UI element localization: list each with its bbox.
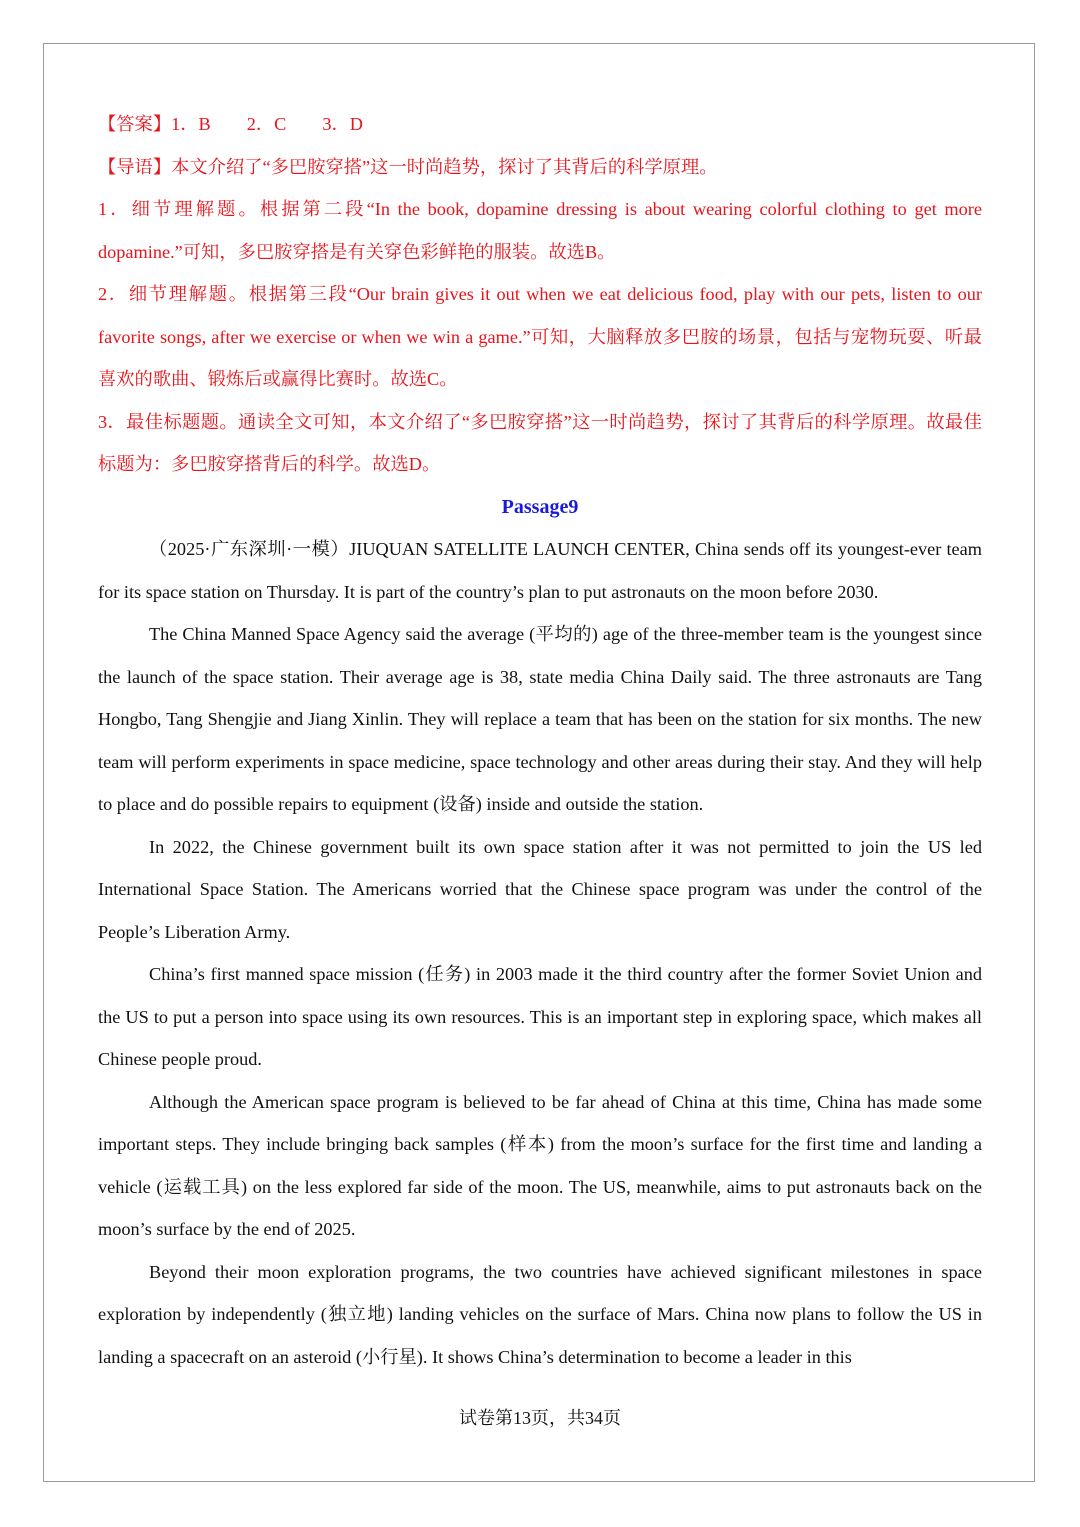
paragraph: The China Manned Space Agency said the average (平均的) age of the three-member team is the youngest since the launch of the space station. Their average age is 38, state media China Daily said. The three astronauts are Tang Hongbo, Tang Shengjie and Jiang Xinlin. They will replace a team that has been on the station for six months. The new team will perform experiments in space medicine, space technology and other areas during their stay. And they will help to place and do possible repairs to equipment (设备) inside and outside the station. — [98, 624, 982, 814]
explanation-2: 2．细节理解题。根据第三段“Our brain gives it out when we eat delicious food, play with our pets, listen to our favorite songs, after we exercise or when we win a game.”可知，大脑释放多巴胺的场景，包括与宠物玩耍、听最喜欢的歌曲、锻炼后或赢得比赛时。故选C。 — [98, 284, 982, 389]
page-footer: 试卷第13页，共34页 — [459, 1408, 621, 1428]
intro-text: 【导语】本文介绍了“多巴胺穿搭”这一时尚趋势，探讨了其背后的科学原理。 — [98, 156, 718, 177]
paragraph: （2025·广东深圳·一模）JIUQUAN SATELLITE LAUNCH CENTER, China sends off its youngest-ever team for its space station on Thursday. It is part of the country’s plan to put astronauts on the moon before 2030. — [98, 539, 982, 602]
passage-title: Passage9 — [501, 495, 579, 518]
answer-label: 【答案】 — [98, 114, 172, 134]
paragraph: Beyond their moon exploration programs, the two countries have achieved significant milestones in space exploration by independently (独立地) landing vehicles on the surface of Mars. China now plans to follow the US in landing a spacecraft on an asteroid (小行星). It shows China’s determination to become a leader in this — [98, 1261, 982, 1367]
paragraph: Although the American space program is believed to be far ahead of China at this time, China has made some important steps. They include bringing back samples (样本) from the moon’s surface for the first time and landing a vehicle (运载工具) on the less explored far side of the moon. The US, meanwhile, aims to put astronauts back on the moon’s surface by the end of 2025. — [98, 1091, 982, 1239]
answer-item: 2．C — [246, 114, 287, 134]
answer-line — [98, 103, 982, 146]
paragraph: China’s first manned space mission (任务) in 2003 made it the third country after the former Soviet Union and the US to put a person into space using its own resources. This is an important step in exploring space, which makes all Chinese people proud. — [98, 964, 982, 1069]
explanation-1: 1．细节理解题。根据第二段“In the book, dopamine dressing is about wearing colorful clothing to get more dopamine.”可知，多巴胺穿搭是有关穿色彩鲜艳的服装。故选B。 — [98, 199, 982, 262]
answer-item: 1．B — [171, 114, 211, 134]
paragraph: In 2022, the Chinese government built its own space station after it was not permitted to join the US led International Space Station. The Americans worried that the Chinese space program was under the control of the People’s Liberation Army. — [98, 836, 982, 942]
document-body — [98, 103, 982, 1378]
answer-item: 3．D — [322, 114, 363, 134]
explanation-3: 3．最佳标题题。通读全文可知，本文介绍了“多巴胺穿搭”这一时尚趋势，探讨了其背后的科学原理。故最佳标题为：多巴胺穿搭背后的科学。故选D。 — [98, 411, 982, 474]
